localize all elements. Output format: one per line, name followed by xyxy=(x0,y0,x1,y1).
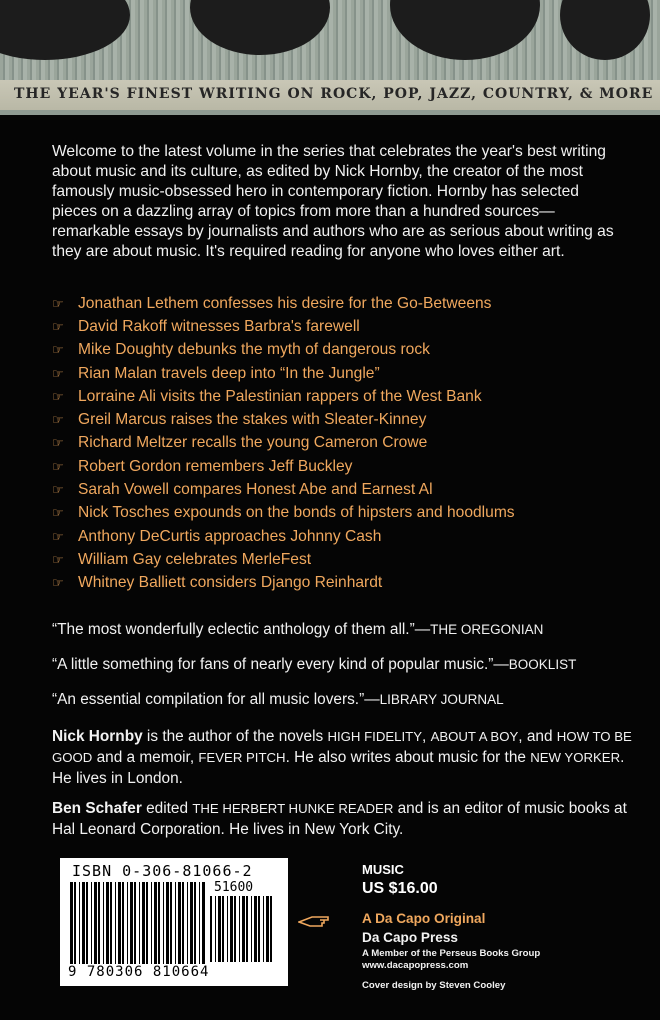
barcode xyxy=(60,858,288,986)
pointing-hand-icon: ☞ xyxy=(52,295,64,311)
bio-text: is the author of the novels xyxy=(142,728,328,745)
publisher-member: A Member of the Perseus Books Group xyxy=(362,948,541,959)
quote-source: THE OREGONIAN xyxy=(430,622,544,637)
tagline: THE YEAR'S FINEST WRITING ON ROCK, POP, JAZZ, COUNTRY, & MORE xyxy=(14,86,654,102)
highlight-item xyxy=(52,315,632,338)
barcode-bar xyxy=(86,882,88,964)
highlight-text: Anthony DeCurtis approaches Johnny Cash xyxy=(78,527,382,545)
quote-source: LIBRARY JOURNAL xyxy=(379,692,504,707)
barcode-bar xyxy=(215,896,216,962)
magazine-title: NEW YORKER xyxy=(530,750,621,765)
barcode-bar xyxy=(127,882,128,964)
publisher-imprint: A Da Capo Original xyxy=(362,911,486,926)
barcode-bar xyxy=(222,896,224,962)
barcode-bar xyxy=(151,882,152,964)
highlight-text: Lorraine Ali visits the Palestinian rappers of the West Bank xyxy=(78,387,482,405)
barcode-bar xyxy=(146,882,148,964)
barcode-bar xyxy=(94,882,97,964)
barcode-bar xyxy=(187,882,188,964)
pointing-hand-icon: ☞ xyxy=(52,435,64,451)
barcode-bar xyxy=(170,882,172,964)
bio-text: . He lives in London. xyxy=(52,749,625,787)
highlight-item xyxy=(52,362,632,385)
barcode-bar xyxy=(158,882,160,964)
author-name: Nick Hornby xyxy=(52,728,143,745)
highlight-item xyxy=(52,478,632,501)
pointing-hand-icon: ☞ xyxy=(52,505,64,521)
barcode-bar xyxy=(234,896,236,962)
pointing-hand-icon: ☞ xyxy=(52,388,64,404)
highlight-text: Mike Doughty debunks the myth of dangerous rock xyxy=(78,341,430,359)
bio-text: , xyxy=(422,728,431,745)
barcode-bar xyxy=(254,896,257,962)
barcode-bar xyxy=(218,896,221,962)
barcode-bar xyxy=(227,896,228,962)
cover-credit: Cover design by Steven Cooley xyxy=(362,980,506,991)
barcode-bar xyxy=(122,882,124,964)
barcode-bar xyxy=(251,896,252,962)
barcode-bar xyxy=(134,882,136,964)
highlights-list xyxy=(52,292,632,595)
author-bio xyxy=(52,726,632,789)
highlight-item xyxy=(52,502,632,525)
pointing-hand-icon: ☞ xyxy=(52,318,64,334)
highlight-text: Whitney Balliett considers Django Reinhardt xyxy=(78,574,383,592)
book-title: FEVER PITCH xyxy=(198,750,286,765)
barcode-bar xyxy=(74,882,76,964)
barcode-bar xyxy=(202,882,205,964)
barcode-bar xyxy=(199,882,200,964)
highlight-item xyxy=(52,455,632,478)
quote-text: “The most wonderfully eclectic anthology of them all.”— xyxy=(52,621,431,638)
barcode-bar xyxy=(91,882,92,964)
highlight-text: Greil Marcus raises the stakes with Sleater-Kinney xyxy=(78,411,427,429)
barcode-bar xyxy=(139,882,140,964)
book-title: HIGH FIDELITY xyxy=(327,729,422,744)
barcode-bar xyxy=(178,882,181,964)
publisher-name: Da Capo Press xyxy=(362,930,458,945)
intro-paragraph: Welcome to the latest volume in the series that celebrates the year's best writing about music and its culture, as edited by Nick Hornby, the creator of the most famously music-obsessed hero in contemporary fiction. Hornby has selected pieces on a dazzling array of topics from more than a hundred sources—remarkable essays by journalists and authors who are as serious about writing as they are about music. It's required reading for anyone who loves either art. xyxy=(52,143,614,260)
highlight-text: Jonathan Lethem confesses his desire for the Go-Betweens xyxy=(78,294,492,312)
barcode-bar xyxy=(79,882,80,964)
pointing-hand-icon: ☞ xyxy=(52,575,64,591)
bio-text: . He also writes about music for the xyxy=(285,749,531,766)
book-title: HOW TO BE GOOD xyxy=(52,729,632,765)
barcode-bar xyxy=(266,896,269,962)
pointing-hand-icon: ☞ xyxy=(52,528,64,544)
highlight-text: Sarah Vowell compares Honest Abe and Earnest Al xyxy=(78,481,433,499)
bio-text: and a memoir, xyxy=(92,749,199,766)
barcode-bar xyxy=(70,882,73,964)
book-title: ABOUT A BOY xyxy=(430,729,519,744)
quote-text: “An essential compilation for all music lovers.”— xyxy=(52,691,380,708)
barcode-bar xyxy=(230,896,233,962)
highlight-item xyxy=(52,432,632,455)
pointing-hand-icon: ☞ xyxy=(52,458,64,474)
pointing-hand-icon: ☞ xyxy=(52,365,64,381)
highlight-text: David Rakoff witnesses Barbra's farewell xyxy=(78,317,360,335)
barcode-bar xyxy=(190,882,193,964)
highlight-text: Nick Tosches expounds on the bonds of hipsters and hoodlums xyxy=(78,504,515,522)
publisher-url: www.dacapopress.com xyxy=(362,960,469,971)
highlight-item xyxy=(52,408,632,431)
barcode-bar xyxy=(194,882,196,964)
barcode-bar xyxy=(182,882,184,964)
highlight-item xyxy=(52,339,632,362)
review-quote xyxy=(52,691,504,709)
category-label: MUSIC xyxy=(362,862,404,877)
quote-source: BOOKLIST xyxy=(508,657,577,672)
barcode-bar xyxy=(118,882,121,964)
isbn-number: ISBN 0-306-81066-2 xyxy=(72,862,253,880)
barcode-bar xyxy=(270,896,272,962)
barcode-bar xyxy=(106,882,109,964)
barcode-bar xyxy=(163,882,164,964)
barcode-bar xyxy=(239,896,240,962)
barcode-bar xyxy=(82,882,85,964)
barcode-bar xyxy=(130,882,133,964)
pointing-hand-icon: ☞ xyxy=(52,482,64,498)
highlight-item xyxy=(52,572,632,595)
highlight-item xyxy=(52,385,632,408)
highlight-text: Robert Gordon remembers Jeff Buckley xyxy=(78,457,353,475)
book-title: THE HERBERT HUNKE READER xyxy=(192,801,394,816)
barcode-bar xyxy=(98,882,100,964)
highlight-text: Richard Meltzer recalls the young Cameron Crowe xyxy=(78,434,428,452)
ean-bars xyxy=(70,882,208,964)
cover-artwork xyxy=(0,0,660,115)
pointing-hand-icon: ☞ xyxy=(52,551,64,567)
editor-name: Ben Schafer xyxy=(52,800,142,817)
bio-text: edited xyxy=(141,800,193,817)
barcode-bar xyxy=(142,882,145,964)
barcode-bar xyxy=(110,882,112,964)
barcode-bar xyxy=(154,882,157,964)
quote-text: “A little something for fans of nearly every kind of popular music.”— xyxy=(52,656,509,673)
barcode-bar xyxy=(242,896,245,962)
pointing-hand-icon: ☞ xyxy=(52,412,64,428)
pointing-hand-icon: ☞ xyxy=(52,342,64,358)
barcode-bar xyxy=(258,896,260,962)
editor-bio xyxy=(52,798,632,840)
highlight-text: Rian Malan travels deep into “In the Jungle” xyxy=(78,364,380,382)
barcode-bar xyxy=(246,896,248,962)
review-quote xyxy=(52,656,576,674)
price: US $16.00 xyxy=(362,880,438,897)
barcode-bar xyxy=(115,882,116,964)
barcode-bar xyxy=(166,882,169,964)
barcode-bar xyxy=(263,896,264,962)
addon-bars xyxy=(210,896,276,962)
barcode-bar xyxy=(210,896,212,962)
pointing-hand-icon xyxy=(298,914,340,930)
barcode-bar xyxy=(175,882,176,964)
ean-number: 9 780306 810664 xyxy=(68,964,210,980)
price-addon-number: 51600 xyxy=(214,880,254,895)
highlight-item xyxy=(52,548,632,571)
barcode-bar xyxy=(103,882,104,964)
highlight-text: William Gay celebrates MerleFest xyxy=(78,550,312,568)
highlight-item xyxy=(52,525,632,548)
bio-text: and is an editor of music books at Hal Leonard Corporation. He lives in New York City. xyxy=(52,800,627,838)
review-quote xyxy=(52,621,543,639)
highlight-item xyxy=(52,292,632,315)
bio-text: , and xyxy=(518,728,557,745)
